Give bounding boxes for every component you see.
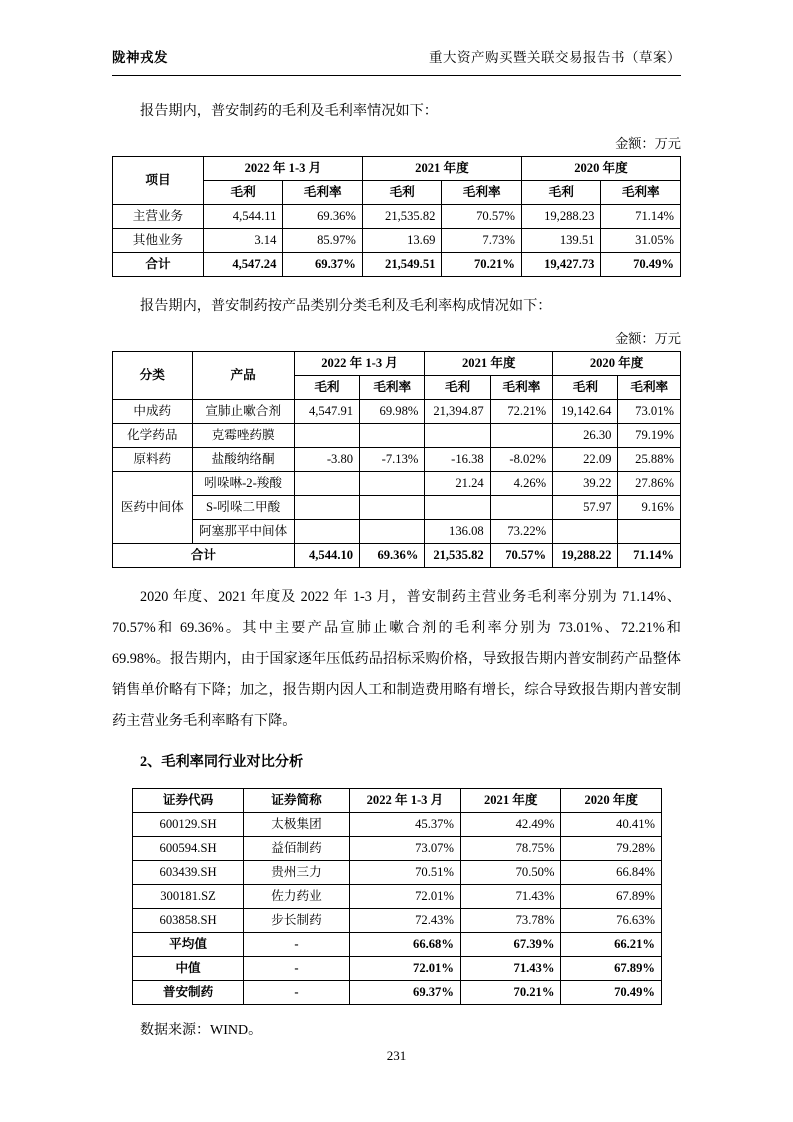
t2-r0-c1: 69.98% — [360, 400, 425, 424]
t1-r1-name: 其他业务 — [113, 229, 204, 253]
t2-r2-c5: 25.88% — [618, 448, 681, 472]
t3-subj-code: 普安制药 — [133, 981, 244, 1005]
header-document-title: 重大资产购买暨关联交易报告书（草案） — [429, 50, 681, 65]
t1-total-c0: 4,547.24 — [203, 253, 283, 277]
t2-total-c4: 19,288.22 — [553, 544, 618, 568]
t3-med-v3: 67.89% — [561, 957, 662, 981]
t1-h-item: 项目 — [113, 157, 204, 205]
page-number: 231 — [386, 1048, 407, 1063]
table-row — [113, 496, 681, 520]
t1-r0-c4: 19,288.23 — [521, 205, 601, 229]
t3-h-period-3: 2020 年度 — [561, 789, 662, 813]
table-row — [113, 157, 681, 181]
t3-r1-v2: 78.75% — [460, 837, 561, 861]
t2-h-profit-1: 毛利 — [294, 376, 359, 400]
t2-h-profit-3: 毛利 — [553, 376, 618, 400]
t3-r1-name: 益佰制药 — [244, 837, 350, 861]
t2-r1-c3 — [490, 424, 552, 448]
table-row — [113, 352, 681, 376]
t2-r0-product: 宣肺止嗽合剂 — [192, 400, 294, 424]
t3-r0-v2: 42.49% — [460, 813, 561, 837]
t3-h-code: 证券代码 — [133, 789, 244, 813]
t2-r3-product: 吲哚啉-2-羧酸 — [192, 472, 294, 496]
t2-r2-category: 原料药 — [113, 448, 193, 472]
t3-avg-name: - — [244, 933, 350, 957]
t3-r4-v1: 72.43% — [349, 909, 460, 933]
t2-r4-product: S-吲哚二甲酸 — [192, 496, 294, 520]
t1-r1-c0: 3.14 — [203, 229, 283, 253]
t2-r1-c5: 79.19% — [618, 424, 681, 448]
t3-r3-name: 佐力药业 — [244, 885, 350, 909]
t2-r3-c3: 4.26% — [490, 472, 552, 496]
t3-r4-name: 步长制药 — [244, 909, 350, 933]
t1-h-margin-3: 毛利率 — [601, 181, 681, 205]
t2-r3-c2: 21.24 — [425, 472, 490, 496]
amount-unit-2: 金额：万元 — [615, 331, 681, 346]
t1-h-profit-3: 毛利 — [521, 181, 601, 205]
t1-total-c5: 70.49% — [601, 253, 681, 277]
t2-total-c5: 71.14% — [618, 544, 681, 568]
t2-h-category: 分类 — [113, 352, 193, 400]
table-row — [133, 909, 662, 933]
section-heading: 2、毛利率同行业对比分析 — [140, 754, 304, 770]
t1-r1-c5: 31.05% — [601, 229, 681, 253]
table-row — [133, 837, 662, 861]
t3-med-name: - — [244, 957, 350, 981]
t1-r1-c4: 139.51 — [521, 229, 601, 253]
t2-r4-c0 — [294, 496, 359, 520]
t2-r5-c0 — [294, 520, 359, 544]
table-row — [133, 861, 662, 885]
t2-r2-c0: -3.80 — [294, 448, 359, 472]
t2-h-period-3: 2020 年度 — [553, 352, 681, 376]
t3-avg-v3: 66.21% — [561, 933, 662, 957]
t3-r3-v3: 67.89% — [561, 885, 662, 909]
t2-total-c3: 70.57% — [490, 544, 552, 568]
t1-total-c3: 70.21% — [442, 253, 522, 277]
t3-r2-v3: 66.84% — [561, 861, 662, 885]
t1-r0-c0: 4,544.11 — [203, 205, 283, 229]
t3-r4-v2: 73.78% — [460, 909, 561, 933]
t3-r0-code: 600129.SH — [133, 813, 244, 837]
t1-r1-c1: 85.97% — [283, 229, 363, 253]
t1-h-margin-2: 毛利率 — [442, 181, 522, 205]
intro-paragraph-1: 报告期内，普安制药的毛利及毛利率情况如下： — [140, 103, 438, 119]
page-content — [112, 96, 681, 1039]
t3-med-v2: 71.43% — [460, 957, 561, 981]
t2-h-product: 产品 — [192, 352, 294, 400]
table-row — [113, 448, 681, 472]
t3-r3-v2: 71.43% — [460, 885, 561, 909]
t2-h-margin-3: 毛利率 — [618, 376, 681, 400]
analysis-paragraph: 2020 年度、2021 年度及 2022 年 1-3 月，普安制药主营业务毛利率分别为 71.14%、70.57%和 69.36%。其中主要产品宣肺止嗽合剂的毛利率分别为 73.01%、72.21%和 69.98%。报告期内，由于国家逐年压低药品招标采购价格，导致报告期内普安制药产品整体销售单价略有下降；加之，报告期内因人工和制造费用略有增长，综合导致报告期内普安制药主营业务毛利率略有下降。 — [112, 589, 681, 729]
t1-r0-c3: 70.57% — [442, 205, 522, 229]
page-header — [112, 46, 681, 66]
t3-avg-v1: 66.68% — [349, 933, 460, 957]
t2-total-c0: 4,544.10 — [294, 544, 359, 568]
table-row — [133, 789, 662, 813]
table-row-subject — [133, 981, 662, 1005]
product-gross-profit-table — [112, 351, 681, 568]
t3-subj-v3: 70.49% — [561, 981, 662, 1005]
t3-subj-v2: 70.21% — [460, 981, 561, 1005]
table-row — [113, 424, 681, 448]
t2-r1-c4: 26.30 — [553, 424, 618, 448]
t2-total-c2: 21,535.82 — [425, 544, 490, 568]
t2-r5-c3: 73.22% — [490, 520, 552, 544]
t2-r4-c2 — [425, 496, 490, 520]
gross-profit-table — [112, 156, 681, 277]
table-row — [133, 885, 662, 909]
table-row — [113, 520, 681, 544]
header-company-name: 陇神戎发 — [112, 50, 168, 65]
header-divider — [112, 75, 681, 76]
t3-r3-v1: 72.01% — [349, 885, 460, 909]
t2-r3-c1 — [360, 472, 425, 496]
t2-r5-c5 — [618, 520, 681, 544]
table-row-total — [113, 253, 681, 277]
t2-r0-category: 中成药 — [113, 400, 193, 424]
t2-r2-c4: 22.09 — [553, 448, 618, 472]
t3-avg-v2: 67.39% — [460, 933, 561, 957]
t3-h-period-1: 2022 年 1-3 月 — [349, 789, 460, 813]
table-row-median — [133, 957, 662, 981]
t2-r1-c2 — [425, 424, 490, 448]
t2-r0-c2: 21,394.87 — [425, 400, 490, 424]
t2-r3-category: 医药中间体 — [113, 472, 193, 544]
t1-total-name: 合计 — [113, 253, 204, 277]
t3-h-name: 证券简称 — [244, 789, 350, 813]
t3-subj-v1: 69.37% — [349, 981, 460, 1005]
t2-r4-c4: 57.97 — [553, 496, 618, 520]
t2-r4-c1 — [360, 496, 425, 520]
table-row — [113, 472, 681, 496]
t1-r0-c5: 71.14% — [601, 205, 681, 229]
t3-r1-v3: 79.28% — [561, 837, 662, 861]
table-row-total — [113, 544, 681, 568]
t3-r0-v3: 40.41% — [561, 813, 662, 837]
peer-comparison-table — [132, 788, 662, 1005]
intro-paragraph-2: 报告期内，普安制药按产品类别分类毛利及毛利率构成情况如下： — [140, 298, 552, 314]
t2-r5-c4 — [553, 520, 618, 544]
t2-total-c1: 69.36% — [360, 544, 425, 568]
t2-r5-c2: 136.08 — [425, 520, 490, 544]
t2-r1-c1 — [360, 424, 425, 448]
t1-h-period-1: 2022 年 1-3 月 — [203, 157, 362, 181]
t2-h-margin-1: 毛利率 — [360, 376, 425, 400]
t1-total-c1: 69.37% — [283, 253, 363, 277]
t3-r2-v2: 70.50% — [460, 861, 561, 885]
t3-avg-code: 平均值 — [133, 933, 244, 957]
t3-r4-v3: 76.63% — [561, 909, 662, 933]
t2-h-period-2: 2021 年度 — [425, 352, 553, 376]
t3-r1-code: 600594.SH — [133, 837, 244, 861]
t2-r1-product: 克霉唑药膜 — [192, 424, 294, 448]
t3-r2-name: 贵州三力 — [244, 861, 350, 885]
t1-r0-name: 主营业务 — [113, 205, 204, 229]
t2-r3-c5: 27.86% — [618, 472, 681, 496]
table-row — [113, 205, 681, 229]
t2-h-margin-2: 毛利率 — [490, 376, 552, 400]
t3-r0-name: 太极集团 — [244, 813, 350, 837]
t2-r0-c5: 73.01% — [618, 400, 681, 424]
t1-r1-c3: 7.73% — [442, 229, 522, 253]
t1-r0-c2: 21,535.82 — [362, 205, 442, 229]
t3-h-period-2: 2021 年度 — [460, 789, 561, 813]
t2-r2-product: 盐酸纳络酮 — [192, 448, 294, 472]
t1-h-period-3: 2020 年度 — [521, 157, 680, 181]
amount-unit-1: 金额：万元 — [615, 136, 681, 151]
t3-med-code: 中值 — [133, 957, 244, 981]
t3-r4-code: 603858.SH — [133, 909, 244, 933]
t1-r1-c2: 13.69 — [362, 229, 442, 253]
t2-r2-c2: -16.38 — [425, 448, 490, 472]
t2-r4-c3 — [490, 496, 552, 520]
t1-h-period-2: 2021 年度 — [362, 157, 521, 181]
data-source-note: 数据来源：WIND。 — [140, 1023, 263, 1038]
t1-r0-c1: 69.36% — [283, 205, 363, 229]
t3-subj-name: - — [244, 981, 350, 1005]
t3-r0-v1: 45.37% — [349, 813, 460, 837]
t1-h-margin-1: 毛利率 — [283, 181, 363, 205]
t3-r2-v1: 70.51% — [349, 861, 460, 885]
t2-r0-c4: 19,142.64 — [553, 400, 618, 424]
t2-r2-c1: -7.13% — [360, 448, 425, 472]
t2-r3-c0 — [294, 472, 359, 496]
t2-r1-c0 — [294, 424, 359, 448]
t1-h-profit-1: 毛利 — [203, 181, 283, 205]
t3-r1-v1: 73.07% — [349, 837, 460, 861]
table-row — [113, 229, 681, 253]
table-row — [133, 813, 662, 837]
t2-total-name: 合计 — [113, 544, 295, 568]
t2-r3-c4: 39.22 — [553, 472, 618, 496]
t2-h-profit-2: 毛利 — [425, 376, 490, 400]
t1-total-c2: 21,549.51 — [362, 253, 442, 277]
t2-r5-c1 — [360, 520, 425, 544]
t2-r2-c3: -8.02% — [490, 448, 552, 472]
t3-med-v1: 72.01% — [349, 957, 460, 981]
t3-r2-code: 603439.SH — [133, 861, 244, 885]
t2-r0-c3: 72.21% — [490, 400, 552, 424]
t1-total-c4: 19,427.73 — [521, 253, 601, 277]
table-row — [113, 400, 681, 424]
t2-r0-c0: 4,547.91 — [294, 400, 359, 424]
t2-r4-c5: 9.16% — [618, 496, 681, 520]
t1-h-profit-2: 毛利 — [362, 181, 442, 205]
t2-h-period-1: 2022 年 1-3 月 — [294, 352, 425, 376]
table-row-average — [133, 933, 662, 957]
t2-r1-category: 化学药品 — [113, 424, 193, 448]
t3-r3-code: 300181.SZ — [133, 885, 244, 909]
t2-r5-product: 阿塞那平中间体 — [192, 520, 294, 544]
